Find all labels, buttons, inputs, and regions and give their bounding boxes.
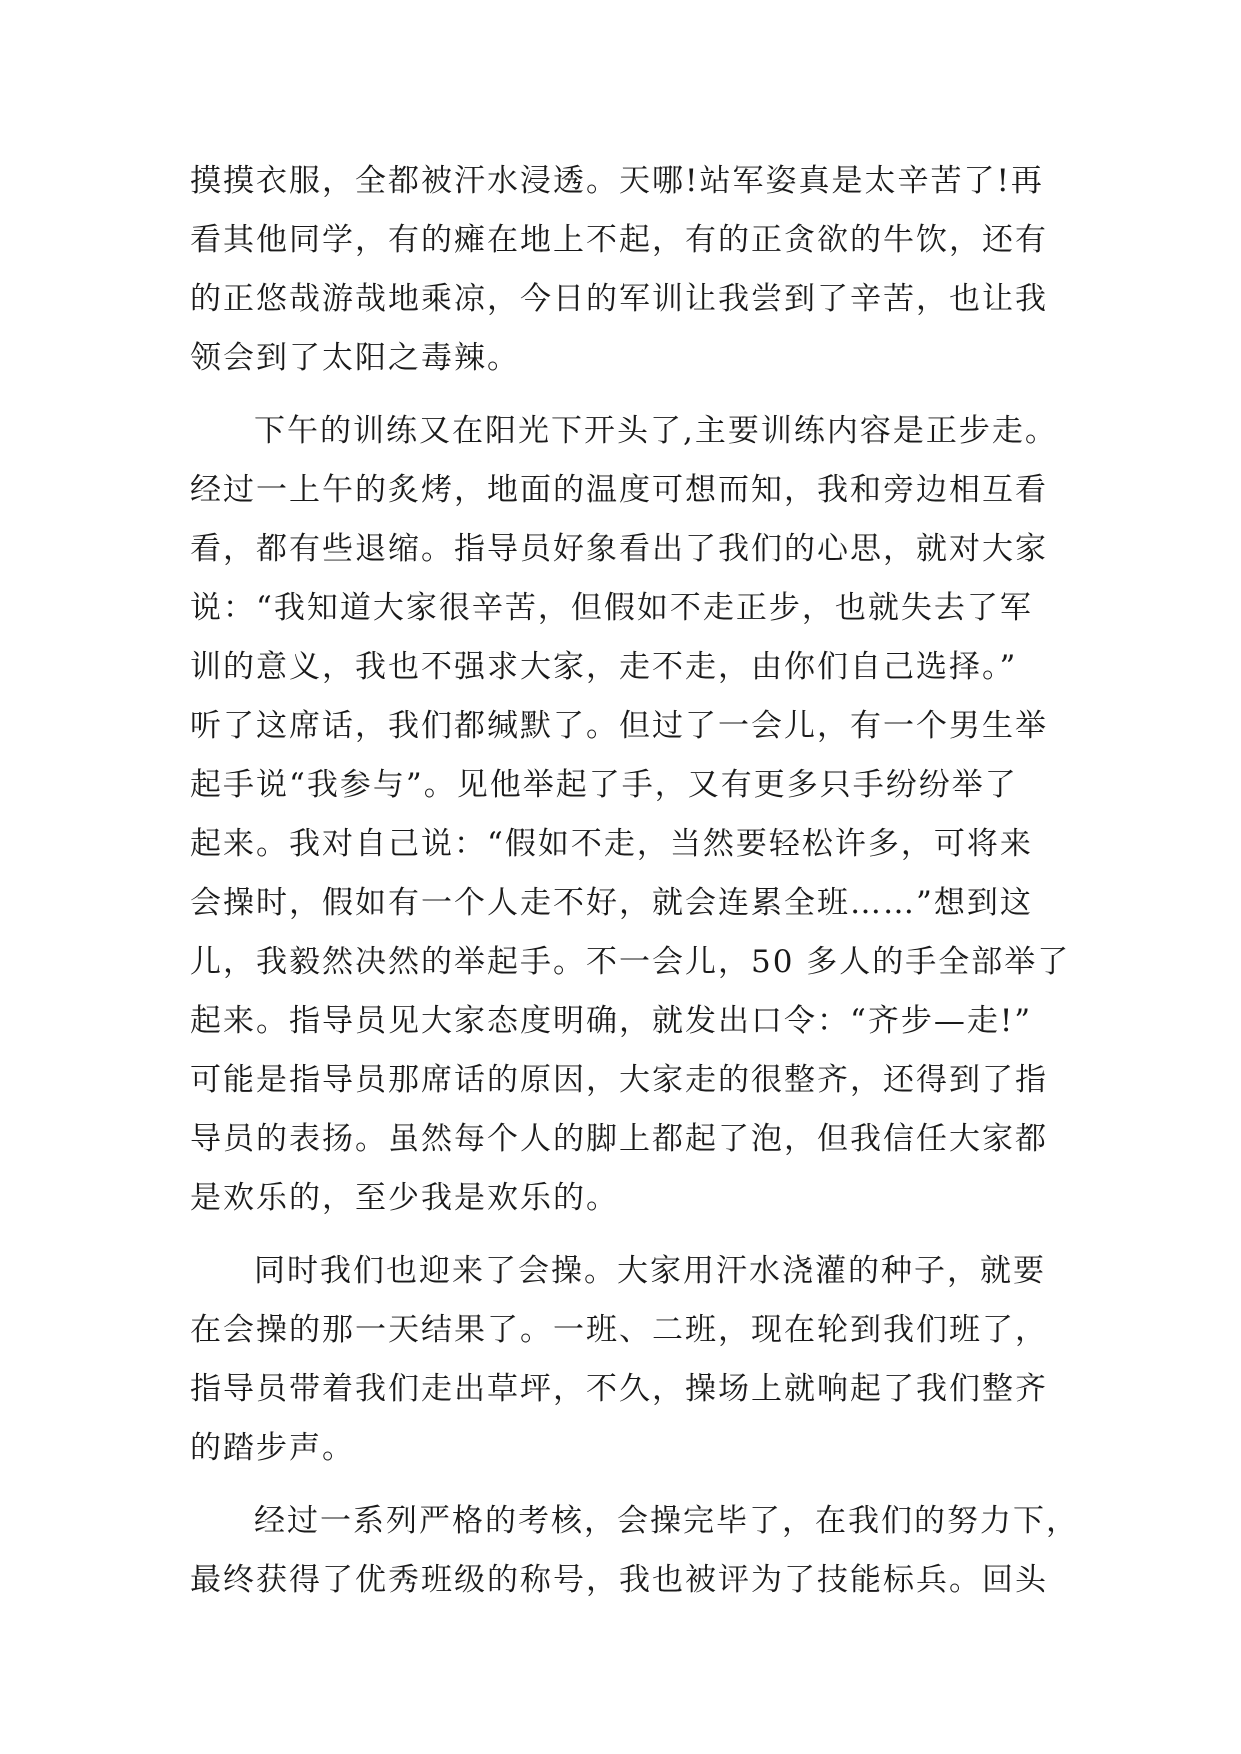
text-line: 听了这席话，我们都缄默了。但过了一会儿，有一个男生举: [190, 708, 1048, 744]
text-line: 下午的训练又在阳光下开头了,主要训练内容是正步走。: [254, 413, 1058, 449]
text-line: 的踏步声。: [190, 1430, 355, 1466]
text-line: 会操时，假如有一个人走不好，就会连累全班……”想到这: [190, 885, 1033, 921]
text-line: 摸摸衣服，全都被汗水浸透。天哪!站军姿真是太辛苦了!再: [190, 163, 1044, 199]
text-line: 训的意义，我也不强求大家，走不走，由你们自己选择。”: [190, 649, 1018, 685]
text-line: 儿，我毅然决然的举起手。不一会儿，50 多人的手全部举了: [190, 944, 1071, 980]
text-line: 看其他同学，有的瘫在地上不起，有的正贪欲的牛饮，还有: [190, 222, 1048, 258]
text-line: 起来。我对自己说：“假如不走，当然要轻松许多，可将来: [190, 826, 1033, 862]
paragraph: [190, 1242, 1050, 1478]
text-line: 是欢乐的，至少我是欢乐的。: [190, 1180, 619, 1216]
body-text: [190, 152, 1079, 1610]
text-line: 看，都有些退缩。指导员好象看出了我们的心思，就对大家: [190, 531, 1048, 567]
text-line: 说：“我知道大家很辛苦，但假如不走正步，也就失去了军: [190, 590, 1033, 626]
text-line: 导员的表扬。虽然每个人的脚上都起了泡，但我信任大家都: [190, 1121, 1048, 1157]
text-line: 起手说“我参与”。见他举起了手，又有更多只手纷纷举了: [190, 767, 1018, 803]
text-line: 起来。指导员见大家态度明确，就发出口令：“齐步—走!”: [190, 1003, 1033, 1039]
text-line: 经过一系列严格的考核，会操完毕了，在我们的努力下，: [254, 1503, 1079, 1539]
paragraph-gap: [190, 388, 1050, 402]
text-line: 指导员带着我们走出草坪，不久，操场上就响起了我们整齐: [190, 1371, 1048, 1407]
paragraph-gap: [190, 1478, 1050, 1492]
paragraph: [190, 152, 1050, 388]
text-line: 最终获得了优秀班级的称号，我也被评为了技能标兵。回头: [190, 1562, 1048, 1598]
text-line: 领会到了太阳之毒辣。: [190, 340, 520, 376]
paragraph: [190, 1492, 1079, 1610]
paragraph-gap: [190, 1228, 1050, 1242]
text-line: 可能是指导员那席话的原因，大家走的很整齐，还得到了指: [190, 1062, 1048, 1098]
text-line: 经过一上午的炙烤，地面的温度可想而知，我和旁边相互看: [190, 472, 1048, 508]
paragraph: [190, 402, 1071, 1228]
text-line: 同时我们也迎来了会操。大家用汗水浇灌的种子，就要: [254, 1253, 1046, 1289]
text-line: 的正悠哉游哉地乘凉，今日的军训让我尝到了辛苦，也让我: [190, 281, 1048, 317]
text-line: 在会操的那一天结果了。一班、二班，现在轮到我们班了，: [190, 1312, 1048, 1348]
